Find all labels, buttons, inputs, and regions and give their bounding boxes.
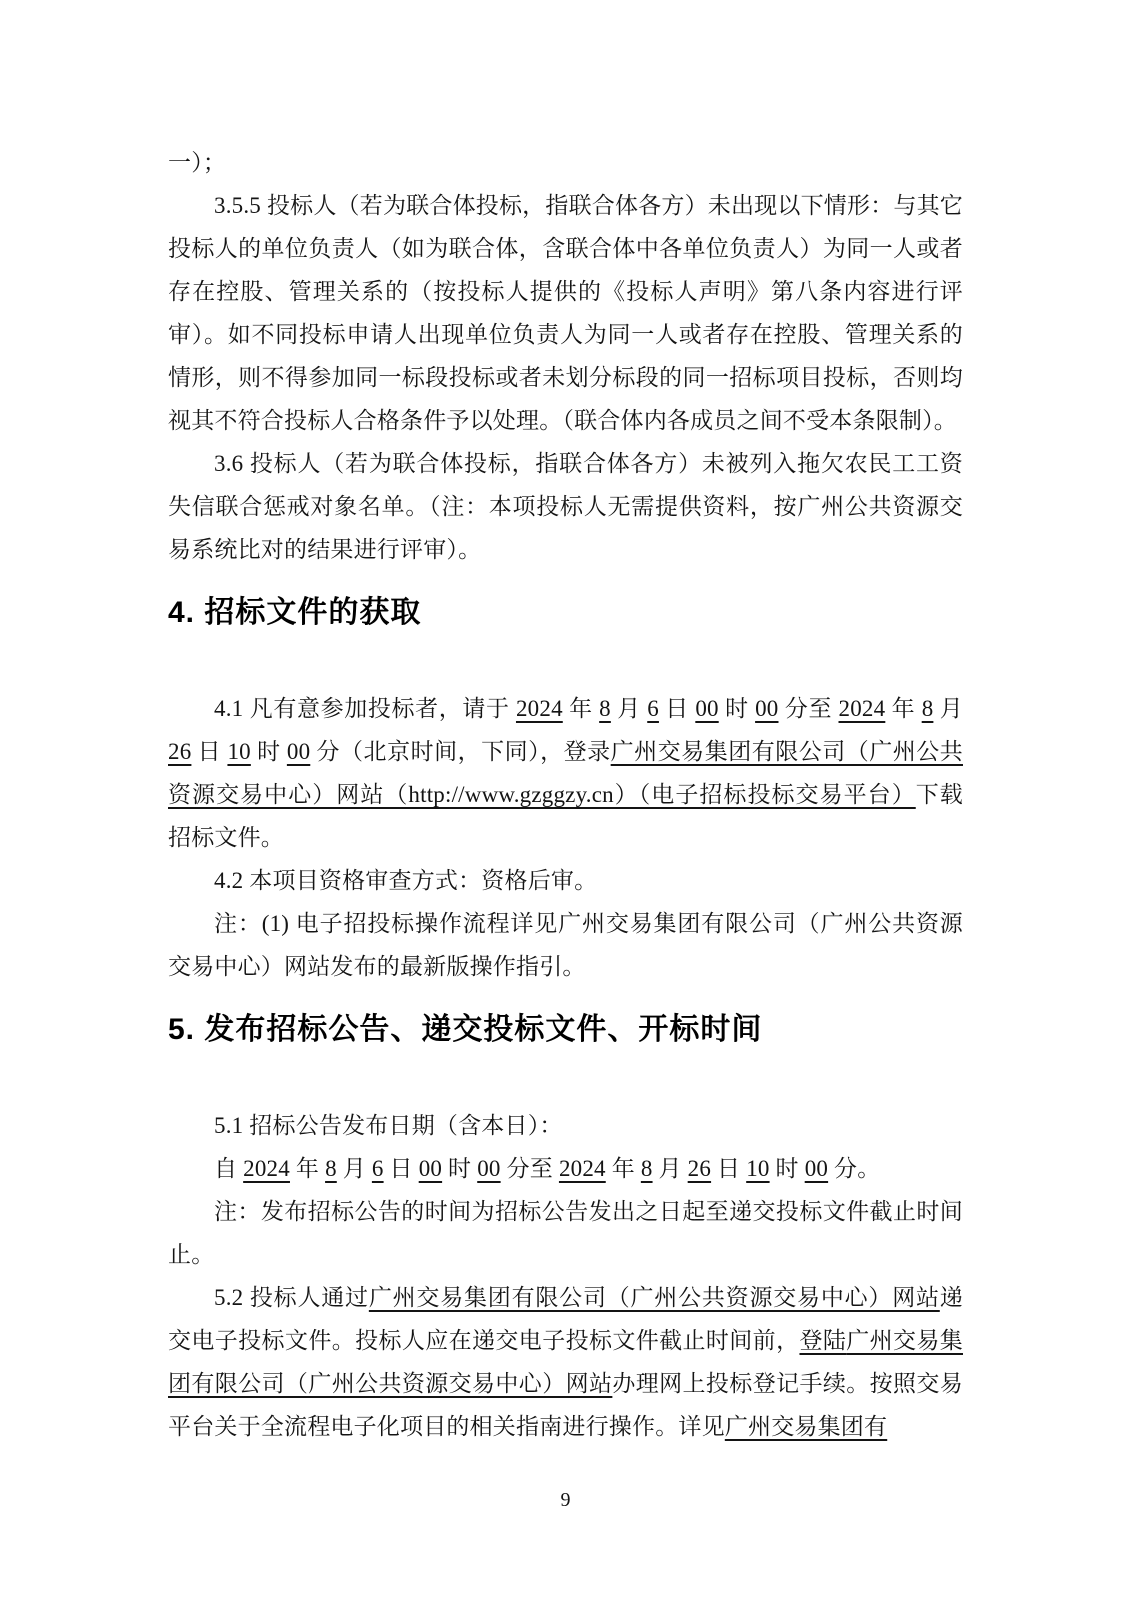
paragraph [168, 859, 963, 902]
underlined-text: 广州交易集团有 [724, 1414, 888, 1439]
paragraph [168, 1147, 963, 1190]
text-run: 时 [718, 696, 756, 721]
text-run: 时 [250, 739, 287, 764]
paragraph [168, 141, 963, 184]
underlined-text: 8 [599, 696, 611, 721]
paragraph [168, 442, 963, 571]
text-run: 4.2 本项目资格审查方式：资格后审。 [214, 868, 598, 893]
underlined-text: 2024 [558, 1156, 606, 1181]
text-run: 年 [562, 696, 600, 721]
text-run: 分至 [778, 696, 839, 721]
text-run: 4. 招标文件的获取 [168, 596, 422, 629]
paragraph [168, 1190, 963, 1276]
underlined-text: 00 [286, 739, 311, 764]
text-run: 日 [658, 696, 696, 721]
underlined-text: 00 [804, 1156, 829, 1181]
underlined-text: 00 [477, 1156, 501, 1181]
text-run: 月 [652, 1156, 688, 1181]
text-run: 一）； [168, 150, 227, 175]
underlined-text: 26 [687, 1156, 712, 1181]
underlined-text: 8 [640, 1156, 653, 1181]
text-run: 递交电子投标文件。投标人应在递交电子投标文件截止时间前， [168, 1285, 963, 1353]
text-run: 5.1 招标公告发布日期（含本日）： [214, 1113, 563, 1138]
underlined-text: 00 [695, 696, 719, 721]
text-run: 年 [885, 696, 922, 721]
underlined-text: 2024 [243, 1156, 290, 1181]
text-run: 自 [214, 1156, 244, 1181]
paragraph [168, 902, 963, 988]
page-number: 9 [560, 1489, 571, 1511]
underlined-text: 6 [647, 696, 659, 721]
text-run: 注：发布招标公告的时间为招标公告发出之日起至递交投标文件截止时间止。 [168, 1199, 963, 1267]
section-heading [168, 1008, 963, 1052]
text-run: 5. 发布招标公告、递交投标文件、开标时间 [168, 1013, 763, 1046]
underlined-text: 广州交易集团有限公司（广州公共资源交易中心）网站 [168, 1328, 963, 1396]
paragraph [168, 1276, 963, 1448]
underlined-text: 登陆 [799, 1328, 847, 1353]
text-run: 日 [711, 1156, 747, 1181]
text-run: 办理网上投标登记手续。按照交易平台关于全流程电子化项目的相关指南进行操作。详见 [168, 1371, 963, 1439]
underlined-text: 2024 [515, 696, 563, 721]
text-run: 下载招标文件。 [168, 782, 963, 850]
text-run: 年 [605, 1156, 641, 1181]
text-run: 月 [336, 1156, 372, 1181]
underlined-text: 2024 [838, 696, 886, 721]
text-run: 分（北京时间，下同），登录 [310, 739, 611, 764]
text-run: 日 [383, 1156, 419, 1181]
text-run: 时 [442, 1156, 478, 1181]
text-run: 分至 [500, 1156, 559, 1181]
text-run: 月 [933, 696, 963, 721]
underlined-text: 00 [755, 696, 779, 721]
underlined-text: 10 [746, 1156, 770, 1181]
section-heading [168, 591, 963, 635]
underlined-text: 8 [325, 1156, 337, 1181]
underlined-text: 8 [921, 696, 934, 721]
underlined-text: 00 [418, 1156, 443, 1181]
text-run: 时 [769, 1156, 805, 1181]
underlined-text: 26 [168, 739, 192, 764]
text-run: 月 [610, 696, 648, 721]
paragraph [168, 687, 963, 859]
underlined-text: 6 [371, 1156, 384, 1181]
text-run: 注：(1) 电子招投标操作流程详见广州交易集团有限公司（广州公共资源交易中心）网站发布的最新版操作指引。 [168, 911, 963, 979]
text-run: 4.1 凡有意参加投标者，请于 [214, 696, 516, 721]
text-run: 3.6 投标人（若为联合体投标，指联合体各方）未被列入拖欠农民工工资失信联合惩戒对象名单。（注：本项投标人无需提供资料，按广州公共资源交易系统比对的结果进行评审）。 [168, 451, 963, 562]
text-run: 年 [289, 1156, 326, 1181]
underlined-text: 10 [227, 739, 251, 764]
text-run: 日 [191, 739, 228, 764]
paragraph [168, 184, 963, 442]
paragraph [168, 1104, 963, 1147]
text-run: 3.5.5 投标人（若为联合体投标，指联合体各方）未出现以下情形：与其它投标人的单位负责人（如为联合体，含联合体中各单位负责人）为同一人或者存在控股、管理关系的（按投标人提供的《投标人声明》第八条内容进行评审）。如不同投标申请人出现单位负责人为同一人或者存在控股、管理关系的情形，则不得参加同一标段投标或者未划分标段的同一招标项目投标，否则均视其不符合投标人合格条件予以处理。（联合体内各成员之间不受本条限制）。 [168, 193, 963, 433]
underlined-text: 广州交易集团有限公司（广州公共资源交易中心）网站（http://www.gzggzy.cn）（电子招标投标交易平台） [168, 739, 963, 807]
text-run: 分。 [828, 1156, 881, 1181]
text-run: 5.2 投标人通过 [214, 1285, 369, 1310]
underlined-text: 广州交易集团有限公司（广州公共资源交易中心）网站 [368, 1285, 940, 1310]
